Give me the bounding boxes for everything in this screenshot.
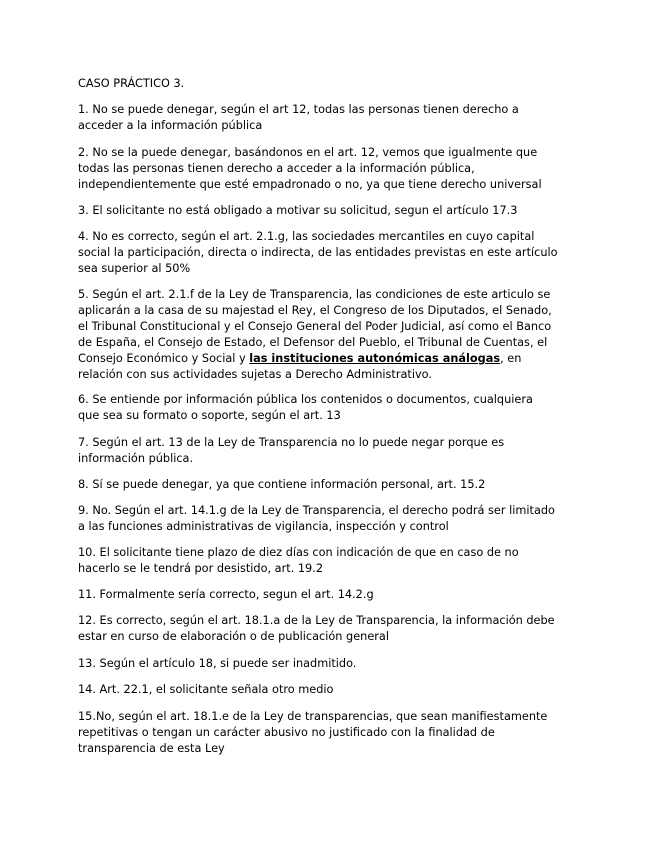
answer-8 bbox=[78, 477, 583, 493]
answer-5-line-5-before: Consejo Económico y Social y bbox=[78, 352, 250, 365]
answer-13-line-1: 13. Según el artículo 18, si puede ser inadmitido. bbox=[78, 657, 357, 670]
answer-5-line-1: 5. Según el art. 2.1.f de la Ley de Transparencia, las condiciones de este articulo se bbox=[78, 288, 551, 301]
answer-5-line-3: el Tribunal Constitucional y el Consejo General del Poder Judicial, así como el Banco bbox=[78, 320, 552, 333]
answer-10-line-1: 10. El solicitante tiene plazo de diez días con indicación de que en caso de no bbox=[78, 546, 519, 559]
answer-5-line-5 bbox=[78, 351, 583, 367]
answer-2 bbox=[78, 145, 583, 193]
answer-4 bbox=[78, 229, 583, 277]
answer-12-line-2: estar en curso de elaboración o de publicación general bbox=[78, 630, 389, 643]
answer-14-line-1: 14. Art. 22.1, el solicitante señala otro medio bbox=[78, 683, 334, 696]
answer-5-emphasis: las instituciones autonómicas análogas bbox=[249, 352, 501, 365]
answer-7-line-2: información pública. bbox=[78, 452, 194, 465]
answer-1 bbox=[78, 102, 583, 134]
answer-5-line-4: de España, el Consejo de Estado, el Defensor del Pueblo, el Tribunal de Cuentas, el bbox=[78, 336, 548, 349]
answer-1-line-1: 1. No se puede denegar, según el art 12, todas las personas tienen derecho a bbox=[78, 103, 519, 116]
answer-2-line-3: independientemente que esté empadronado o no, ya que tiene derecho universal bbox=[78, 178, 542, 191]
answer-5-line-6: relación con sus actividades sujetas a Derecho Administrativo. bbox=[78, 368, 432, 381]
answer-4-line-3: sea superior al 50% bbox=[78, 262, 191, 275]
answer-15-line-2: repetitivas o tengan un carácter abusivo no justificado con la finalidad de bbox=[78, 726, 495, 739]
answer-9-line-1: 9. No. Según el art. 14.1.g de la Ley de Transparencia, el derecho podrá ser limitado bbox=[78, 504, 555, 517]
answer-9 bbox=[78, 503, 583, 535]
answer-6-line-1: 6. Se entiende por información pública los contenidos o documentos, cualquiera bbox=[78, 393, 533, 406]
document-title: CASO PRÁCTICO 3. bbox=[78, 77, 185, 90]
answer-10-line-2: hacerlo se le tendrá por desistido, art. 19.2 bbox=[78, 562, 324, 575]
answer-6 bbox=[78, 392, 583, 424]
answer-13 bbox=[78, 656, 583, 672]
answer-9-line-2: a las funciones administrativas de vigilancia, inspección y control bbox=[78, 520, 449, 533]
answer-8-line-1: 8. Sí se puede denegar, ya que contiene información personal, art. 15.2 bbox=[78, 478, 486, 491]
answer-10 bbox=[78, 545, 583, 577]
answer-3-line-1: 3. El solicitante no está obligado a motivar su solicitud, segun el artículo 17.3 bbox=[78, 204, 518, 217]
answer-7-line-1: 7. Según el art. 13 de la Ley de Transparencia no lo puede negar porque es bbox=[78, 436, 505, 449]
answer-6-line-2: que sea su formato o soporte, según el art. 13 bbox=[78, 409, 341, 422]
answer-1-line-2: acceder a la información pública bbox=[78, 119, 263, 132]
answer-11-line-1: 11. Formalmente sería correcto, segun el art. 14.2.g bbox=[78, 588, 374, 601]
answer-15-line-3: transparencia de esta Ley bbox=[78, 742, 225, 755]
answer-5-line-2: aplicarán a la casa de su majestad el Rey, el Congreso de los Diputados, el Senado, bbox=[78, 304, 552, 317]
answer-4-line-2: social la participación, directa o indirecta, de las entidades previstas en este artículo bbox=[78, 246, 558, 259]
answer-12-line-1: 12. Es correcto, según el art. 18.1.a de la Ley de Transparencia, la información debe bbox=[78, 614, 555, 627]
answer-12 bbox=[78, 613, 583, 645]
answer-11 bbox=[78, 587, 583, 603]
answer-3 bbox=[78, 203, 583, 219]
answer-4-line-1: 4. No es correcto, según el art. 2.1.g, las sociedades mercantiles en cuyo capital bbox=[78, 230, 535, 243]
answer-2-line-1: 2. No se la puede denegar, basándonos en el art. 12, vemos que igualmente que bbox=[78, 146, 538, 159]
answer-15 bbox=[78, 709, 583, 757]
answer-2-line-2: todas las personas tienen derecho a acceder a la información pública, bbox=[78, 162, 475, 175]
answer-15-line-1: 15.No, según el art. 18.1.e de la Ley de transparencias, que sean manifiestamente bbox=[78, 710, 548, 723]
answer-5 bbox=[78, 287, 583, 383]
answer-5-line-5-after: , en bbox=[500, 352, 522, 365]
answer-14 bbox=[78, 682, 583, 698]
answer-7 bbox=[78, 435, 583, 467]
